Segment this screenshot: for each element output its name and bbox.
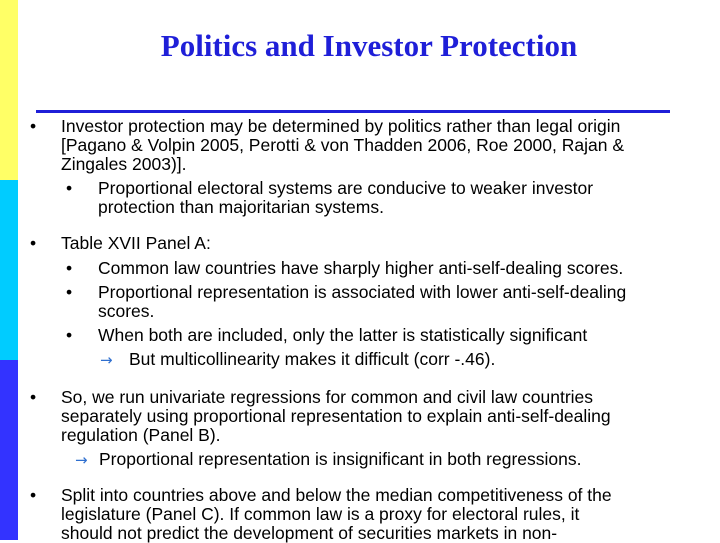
bullet-1-line-2: [Pagano & Volpin 2005, Perotti & von Thadden 2006, Roe 2000, Rajan & xyxy=(61,135,625,155)
bullet-2-marker: • xyxy=(30,233,37,253)
bullet-2-sub-3-line-1: When both are included, only the latter is statistically significant xyxy=(98,325,588,345)
bullet-2-sub-1-line-1: Common law countries have sharply higher anti-self-dealing scores. xyxy=(98,258,624,278)
bullet-3-marker: • xyxy=(30,387,37,407)
bullet-2-arrow-text: But multicollinearity makes it difficult (corr -.46). xyxy=(129,349,496,369)
bullet-1-line-1: Investor protection may be determined by politics rather than legal origin xyxy=(61,116,621,136)
bullet-2-line-1: Table XVII Panel A: xyxy=(61,233,211,253)
bullet-3-line-1: So, we run univariate regressions for common and civil law countries xyxy=(61,387,594,407)
bullet-1-marker: • xyxy=(30,116,37,136)
bullet-1-sub-1-marker: • xyxy=(66,178,73,198)
bullet-4-line-3: should not predict the development of securities markets in non- xyxy=(61,523,558,543)
bullet-3-line-3: regulation (Panel B). xyxy=(61,425,221,445)
bullet-2-sub-1-marker: • xyxy=(66,258,73,278)
sidebar-stripe-blue xyxy=(0,360,18,540)
bullet-3-arrow-icon: → xyxy=(75,451,88,469)
bullet-3-line-2: separately using proportional representation to explain anti-self-dealing xyxy=(61,406,611,426)
bullet-1-line-3: Zingales 2003)]. xyxy=(61,154,187,174)
bullet-1-sub-1-line-1: Proportional electoral systems are conducive to weaker investor xyxy=(98,178,594,198)
bullet-3-arrow-text: Proportional representation is insignificant in both regressions. xyxy=(99,449,582,469)
bullet-4-line-2: legislature (Panel C). If common law is a proxy for electoral rules, it xyxy=(61,504,580,524)
bullet-2-arrow-icon: → xyxy=(100,351,113,369)
slide-title: Politics and Investor Protection xyxy=(160,28,578,63)
bullet-4-marker: • xyxy=(30,485,37,505)
bullet-1-sub-1-line-2: protection than majoritarian systems. xyxy=(98,197,384,217)
bullet-2-sub-2-line-2: scores. xyxy=(98,301,155,321)
sidebar-stripe-cyan xyxy=(0,180,18,360)
bullet-2-sub-3-marker: • xyxy=(66,325,73,345)
sidebar-stripe-yellow xyxy=(0,0,18,180)
title-underline xyxy=(36,110,670,113)
bullet-4-line-1: Split into countries above and below the median competitiveness of the xyxy=(61,485,612,505)
bullet-2-sub-2-marker: • xyxy=(66,282,73,302)
bullet-2-sub-2-line-1: Proportional representation is associated with lower anti-self-dealing xyxy=(98,282,627,302)
